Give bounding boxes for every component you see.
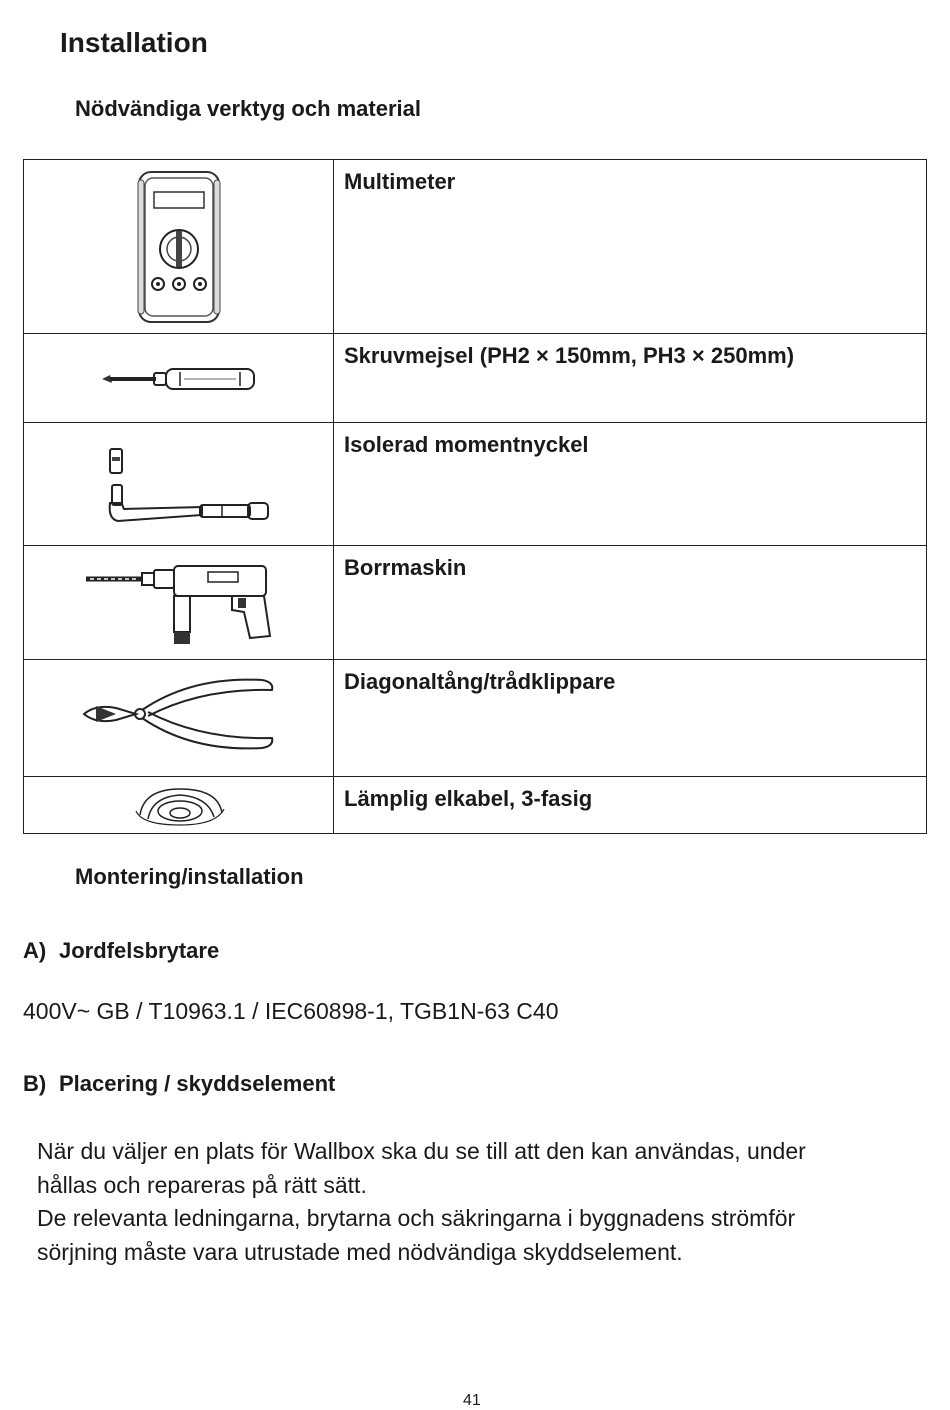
tool-label: Diagonaltång/trådklippare <box>334 660 927 777</box>
table-row <box>24 660 927 777</box>
mounting-heading: Montering/installation <box>75 864 304 889</box>
tool-label: Multimeter <box>334 160 927 334</box>
table-row <box>24 546 927 660</box>
table-row <box>24 423 927 546</box>
cable-icon <box>134 785 226 827</box>
page-number: 41 <box>463 1392 481 1409</box>
tool-image-cell <box>24 777 334 834</box>
tool-label: Isolerad momentnyckel <box>334 423 927 546</box>
section-b-paragraph <box>37 1135 917 1269</box>
section-a-title: Jordfelsbrytare <box>59 938 220 963</box>
paragraph-line: sörjning måste vara utrustade med nödvändiga skyddselement. <box>37 1238 683 1265</box>
section-a-heading <box>23 938 219 964</box>
section-b-heading <box>23 1071 335 1097</box>
section-b-title: Placering / skyddselement <box>59 1071 336 1096</box>
tools-heading: Nödvändiga verktyg och material <box>75 96 421 121</box>
multimeter-icon <box>136 170 222 324</box>
tool-image-cell <box>24 660 334 777</box>
tool-label: Skruvmejsel (PH2 × 150mm, PH3 × 250mm) <box>334 334 927 423</box>
table-row <box>24 334 927 423</box>
paragraph-line: När du väljer en plats för Wallbox ska du se till att den kan användas, under <box>37 1138 806 1164</box>
tool-image-cell <box>24 546 334 660</box>
tool-image-cell <box>24 423 334 546</box>
table-row <box>24 160 927 334</box>
page-title: Installation <box>60 27 208 58</box>
section-a-spec: 400V~ GB / T10963.1 / IEC60898-1, TGB1N-63 C40 <box>23 998 559 1024</box>
paragraph-line: hållas och repareras på rätt sätt. <box>37 1171 367 1198</box>
paragraph-line: De relevanta ledningarna, brytarna och säkringarna i byggnadens strömför <box>37 1205 796 1231</box>
tool-image-cell <box>24 160 334 334</box>
section-b-letter: B) <box>23 1071 47 1096</box>
table-row <box>24 777 927 834</box>
screwdriver-icon <box>100 364 260 394</box>
tools-table <box>23 159 927 834</box>
section-a-letter: A) <box>23 938 47 963</box>
torque-wrench-icon <box>102 445 272 527</box>
drill-icon <box>82 564 272 648</box>
pliers-icon <box>82 674 278 758</box>
tool-label: Lämplig elkabel, 3-fasig <box>334 777 927 834</box>
tool-label: Borrmaskin <box>334 546 927 660</box>
tool-image-cell <box>24 334 334 423</box>
